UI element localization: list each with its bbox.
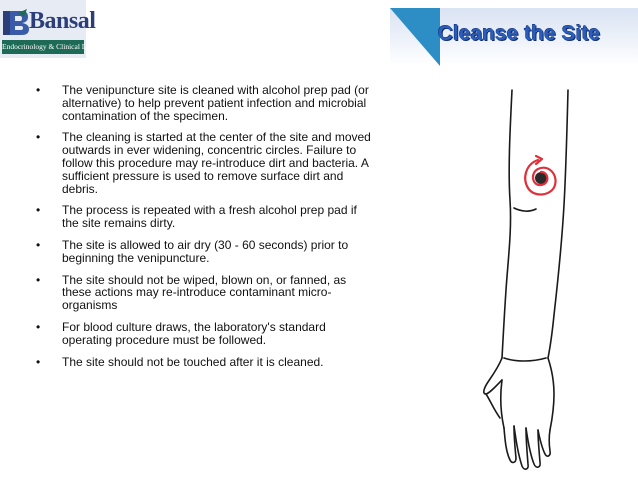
bullet-list bbox=[22, 84, 382, 377]
bullet-marker: • bbox=[36, 203, 41, 218]
company-logo bbox=[0, 0, 96, 58]
bullet-marker: • bbox=[36, 319, 41, 334]
bullet-marker: • bbox=[36, 130, 41, 145]
page-title: Cleanse the Site bbox=[437, 22, 600, 45]
bullet-item bbox=[22, 84, 382, 122]
logo-mark-icon bbox=[2, 8, 32, 38]
bullet-item bbox=[22, 356, 382, 369]
bullet-text: The cleaning is started at the center of the site and moved outwards in ever widening, concentric circles. Failure to follow this procedure may re-introduce dirt and bacteria. A sufficient pressure is used to remove surface dirt and debris. bbox=[62, 130, 371, 196]
bullet-item bbox=[22, 131, 382, 195]
cleaning-spiral-icon bbox=[525, 156, 555, 194]
title-accent-triangle bbox=[390, 8, 440, 66]
bullet-text: The site should not be wiped, blown on, or fanned, as these actions may re-introduce contaminant micro-organisms bbox=[62, 272, 347, 313]
bullet-text: The process is repeated with a fresh alcohol prep pad if the site remains dirty. bbox=[62, 203, 357, 231]
logo-name: Bansal bbox=[29, 8, 96, 34]
bullet-item bbox=[22, 321, 382, 347]
bullet-text: For blood culture draws, the laboratory's standard operating procedure must be followed. bbox=[62, 319, 326, 347]
title-bar bbox=[390, 8, 638, 66]
logo-subtitle: Endocrinology & Clinical Lab bbox=[2, 40, 84, 54]
bullet-text: The venipuncture site is cleaned with alcohol prep pad (or alternative) to help prevent patient infection and microbial contamination of the specimen. bbox=[62, 83, 369, 123]
bullet-text: The site should not be touched after it is cleaned. bbox=[62, 354, 324, 369]
bullet-marker: • bbox=[36, 354, 41, 369]
arm-illustration bbox=[470, 90, 620, 475]
bullet-marker: • bbox=[36, 237, 41, 252]
bullet-text: The site is allowed to air dry (30 - 60 seconds) prior to beginning the venipuncture. bbox=[62, 237, 349, 265]
bullet-item bbox=[22, 274, 382, 312]
bullet-marker: • bbox=[36, 272, 41, 287]
bullet-item bbox=[22, 204, 382, 230]
bullet-item bbox=[22, 239, 382, 265]
bullet-marker: • bbox=[36, 83, 41, 97]
